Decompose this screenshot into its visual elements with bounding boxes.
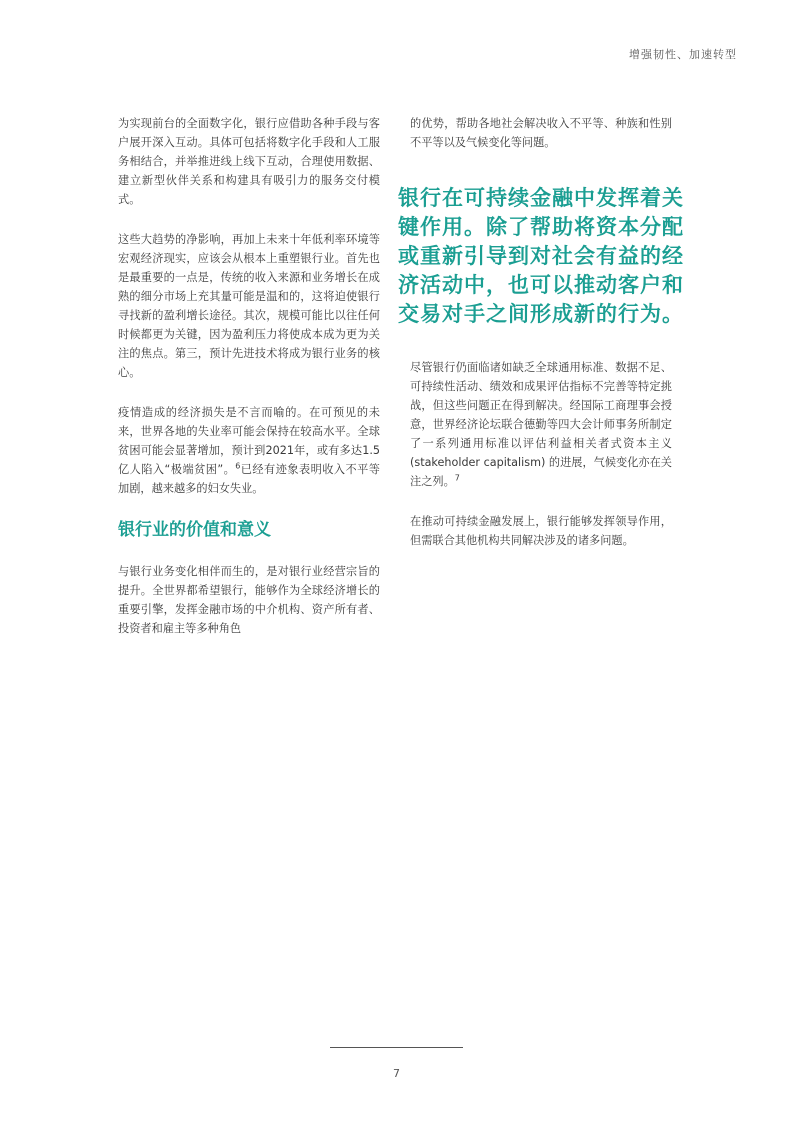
paragraph-text: 疫情造成的经济损失是不言而喻的。在可预见的未来，世界各地的失业率可能会保持在较高水平。全球贫困可能会显著增加，预计到2021年，或有多达1.5亿人陷入“极端贫困”。 <box>118 406 380 476</box>
paragraph: 这些大趋势的净影响，再加上未来十年低利率环境等宏观经济现实，应该会从根本上重塑银行业。首先也是最重要的一点是，传统的收入来源和业务增长在成熟的细分市场上充其量可能是温和的，这将迫使银行寻找新的盈利增长途径。其次，规模可能比以往任何时候都更为关键，因为盈利压力将使成本成为更为关注的焦点。第三，预计先进技术将成为银行业务的核心。 <box>118 233 380 379</box>
paragraph-text: 尽管银行仍面临诸如缺乏全球通用标准、数据不足、可持续性活动、绩效和成果评估指标不完善等特定挑战，但这些问题正在得到解决。经国际工商理事会授意，世界经济论坛联合德勤等四大会计师事务所制定了一系列通用标准以评估利益相关者式资本主义 (stakeholder capitalism) 的进展，气候变化亦在关注之列。 <box>410 361 672 488</box>
paragraph: 的优势，帮助各地社会解决收入不平等、种族和性别不平等以及气候变化等问题。 <box>410 117 672 149</box>
paragraph-text-tail: 已经有迹象表明收入不平等加剧，越来越多的妇女失业。 <box>118 463 380 495</box>
running-header: 增强韧性、加速转型 <box>629 48 737 61</box>
paragraph <box>118 403 380 498</box>
footnote-ref[interactable]: 7 <box>454 473 460 483</box>
paragraph: 与银行业务变化相伴而生的，是对银行业经营宗旨的提升。全世界都希望银行，能够作为全球经济增长的重要引擎，发挥金融市场的中介机构、资产所有者、投资者和雇主等多种角色 <box>118 565 380 635</box>
page-number: 7 <box>393 1067 400 1080</box>
paragraph: 在推动可持续金融发展上，银行能够发挥领导作用，但需联合其他机构共同解决涉及的诸多问题。 <box>410 515 672 547</box>
footnote-ref[interactable]: 6 <box>235 461 241 471</box>
paragraph: 为实现前台的全面数字化，银行应借助各种手段与客户展开深入互动。具体可包括将数字化手段和人工服务相结合，并举推进线上线下互动，合理使用数据、建立新型伙伴关系和构建具有吸引力的服务交付模式。 <box>118 117 380 206</box>
footer-divider <box>330 1047 463 1048</box>
paragraph <box>410 358 672 491</box>
section-heading: 银行业的价值和意义 <box>118 520 271 540</box>
left-column <box>118 114 380 659</box>
right-column <box>398 114 684 571</box>
pull-quote: 银行在可持续金融中发挥着关键作用。除了帮助将资本分配或重新引导到对社会有益的经济活动中，也可以推动客户和交易对手之间形成新的行为。 <box>398 186 684 326</box>
